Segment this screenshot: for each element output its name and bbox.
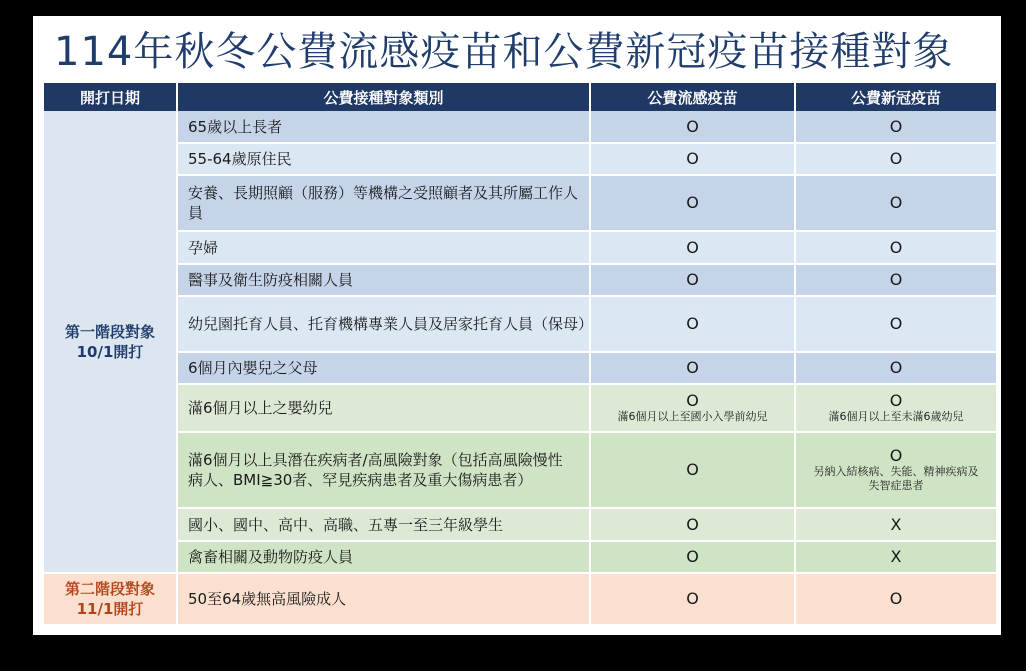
covid-mark: O xyxy=(796,265,996,297)
covid-mark: O xyxy=(796,232,996,265)
covid-mark: O xyxy=(796,297,996,353)
category-cell: 6個月內嬰兒之父母 xyxy=(178,353,591,385)
eligibility-table xyxy=(44,83,996,626)
table-row xyxy=(44,353,996,385)
category-cell: 國小、國中、高中、高職、五專一至三年級學生 xyxy=(178,509,591,542)
flu-mark: O xyxy=(591,176,796,232)
header-category: 公費接種對象類別 xyxy=(178,83,591,111)
category-cell: 50至64歲無高風險成人 xyxy=(178,574,591,626)
table-row xyxy=(44,542,996,574)
flu-mark: O xyxy=(591,542,796,574)
category-cell: 55-64歲原住民 xyxy=(178,144,591,176)
phase-2-date: 11/1開打 xyxy=(76,600,144,618)
flu-mark: O xyxy=(686,391,699,410)
phase-1-date: 10/1開打 xyxy=(76,342,144,361)
category-cell: 安養、長期照顧（服務）等機構之受照顧者及其所屬工作人員 xyxy=(178,176,591,232)
flu-mark: O xyxy=(591,433,796,509)
table-row xyxy=(44,385,996,433)
category-cell: 禽畜相關及動物防疫人員 xyxy=(178,542,591,574)
table-row xyxy=(44,574,996,626)
flu-mark: O xyxy=(591,297,796,353)
vaccine-eligibility-card xyxy=(33,16,1001,635)
covid-mark: O xyxy=(889,391,903,410)
flu-note: 滿6個月以上至國小入學前幼兒 xyxy=(617,410,768,423)
covid-cell xyxy=(796,433,996,509)
covid-mark: X xyxy=(796,509,996,542)
flu-mark: O xyxy=(591,574,796,626)
category-cell: 幼兒園托育人員、托育機構專業人員及居家托育人員（保母） xyxy=(178,297,591,353)
phase-2-cell xyxy=(44,574,178,626)
covid-mark: X xyxy=(796,542,996,574)
flu-cell xyxy=(591,385,796,433)
category-cell: 滿6個月以上具潛在疾病者/高風險對象（包括高風險慢性病人、BMI≧30者、罕見疾病患者及重大傷病患者） xyxy=(178,433,591,509)
covid-mark: O xyxy=(796,574,996,626)
table-row xyxy=(44,509,996,542)
flu-mark: O xyxy=(591,144,796,176)
flu-mark: O xyxy=(591,265,796,297)
table-row xyxy=(44,111,996,144)
covid-mark: O xyxy=(889,446,903,465)
covid-mark: O xyxy=(796,353,996,385)
flu-mark: O xyxy=(591,353,796,385)
table-row xyxy=(44,433,996,509)
flu-mark: O xyxy=(591,509,796,542)
table-row xyxy=(44,265,996,297)
table-header-row xyxy=(44,83,996,111)
header-covid-vaccine: 公費新冠疫苗 xyxy=(796,83,996,111)
phase-1-label: 第一階段對象 xyxy=(64,322,155,341)
covid-mark: O xyxy=(796,144,996,176)
category-cell: 滿6個月以上之嬰幼兒 xyxy=(178,385,591,433)
category-cell: 65歲以上長者 xyxy=(178,111,591,144)
table-row xyxy=(44,232,996,265)
header-flu-vaccine: 公費流感疫苗 xyxy=(591,83,796,111)
category-cell: 醫事及衛生防疫相關人員 xyxy=(178,265,591,297)
category-cell: 孕婦 xyxy=(178,232,591,265)
flu-mark: O xyxy=(591,232,796,265)
page-title: 114年秋冬公費流感疫苗和公費新冠疫苗接種對象 xyxy=(54,29,954,75)
phase-2-label: 第二階段對象 xyxy=(64,580,155,598)
header-date: 開打日期 xyxy=(44,83,178,111)
phase-1-cell xyxy=(44,111,178,574)
flu-mark: O xyxy=(591,111,796,144)
covid-mark: O xyxy=(796,176,996,232)
table-row xyxy=(44,297,996,353)
covid-cell xyxy=(796,385,996,433)
covid-note: 另納入結核病、失能、精神疾病及失智症患者 xyxy=(813,465,979,492)
covid-note: 滿6個月以上至未滿6歲幼兒 xyxy=(828,410,964,423)
table-row xyxy=(44,144,996,176)
table-row xyxy=(44,176,996,232)
covid-mark: O xyxy=(796,111,996,144)
